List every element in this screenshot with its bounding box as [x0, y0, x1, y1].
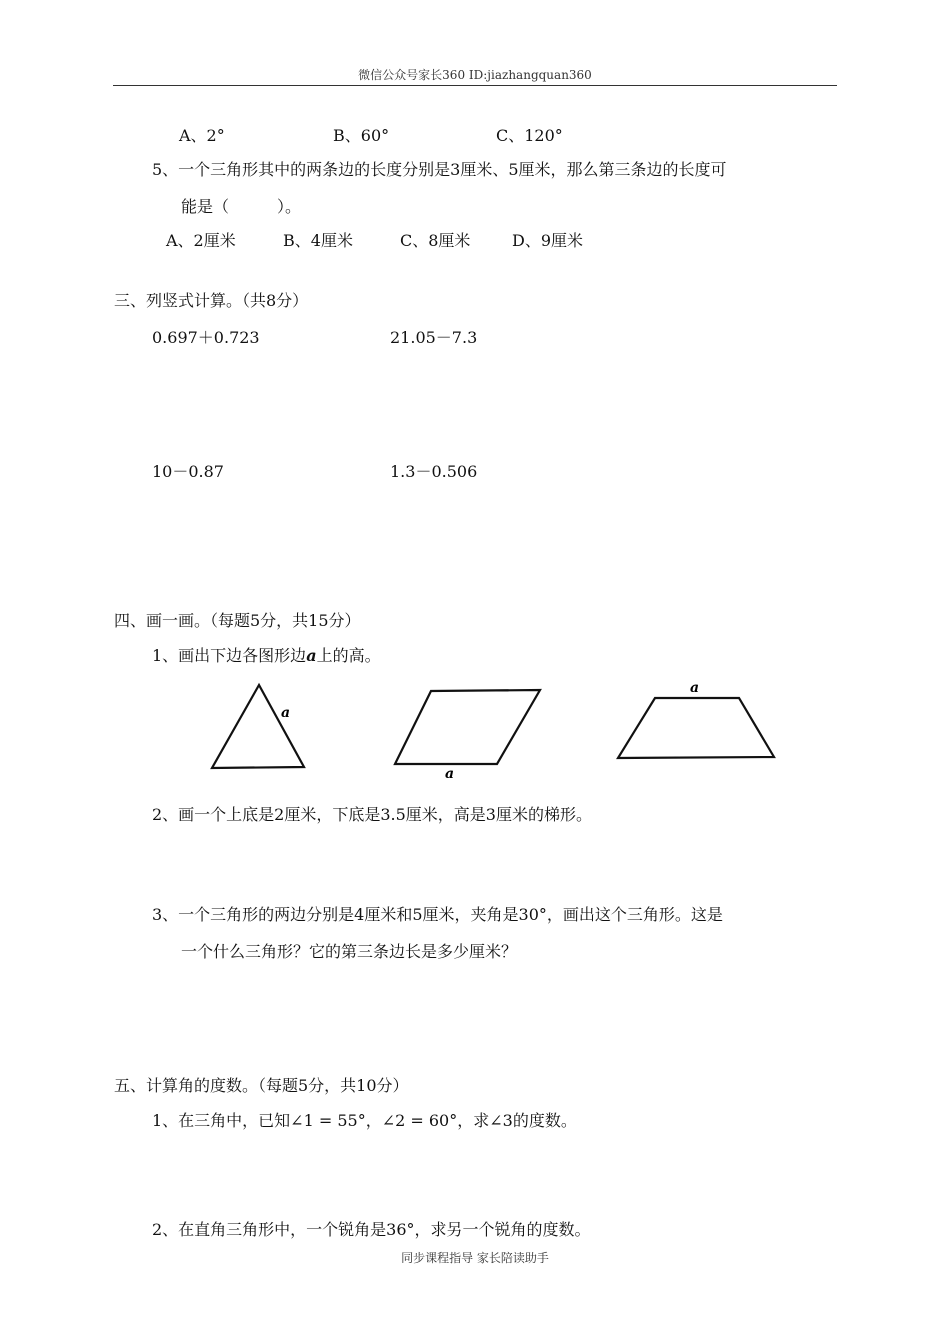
section5-q1: 1、在三角中，已知∠1 = 55°，∠2 = 60°，求∠3的度数。	[152, 1111, 577, 1130]
section4-q2: 2、画一个上底是2厘米，下底是3.5厘米，高是3厘米的梯形。	[152, 805, 592, 824]
page-header: 微信公众号家长360 ID:jiazhangquan360	[358, 68, 592, 82]
q5-option-b: B、4厘米	[283, 231, 353, 250]
q5-option-c: C、8厘米	[400, 231, 471, 250]
trapezoid-figure	[618, 680, 774, 758]
parallelogram-figure	[395, 690, 540, 782]
calc-problem-3: 10－0.87	[152, 462, 224, 481]
q5-text-line2: 能是（ ）。	[181, 197, 302, 216]
section4-title: 四、画一画。（每题5分，共15分）	[114, 611, 361, 630]
section3-title: 三、列竖式计算。（共8分）	[114, 291, 309, 310]
section4-q1-prefix: 1、画出下边各图形边	[152, 646, 307, 665]
section4-q1-var: a	[306, 646, 317, 665]
calc-problem-4: 1.3－0.506	[390, 462, 478, 481]
section4-q1-suffix: 上的高。	[316, 646, 381, 665]
q4-option-a: A、2°	[179, 126, 225, 145]
q5-option-d: D、9厘米	[512, 231, 584, 250]
trapezoid-side-label: a	[690, 680, 700, 696]
q5-text-line1: 5、一个三角形其中的两条边的长度分别是3厘米、5厘米，那么第三条边的长度可	[152, 160, 727, 179]
q4-option-c: C、120°	[496, 126, 563, 145]
q5-option-a: A、2厘米	[166, 231, 236, 250]
q4-option-b: B、60°	[333, 126, 390, 145]
calc-problem-1: 0.697＋0.723	[152, 328, 260, 347]
page-footer: 同步课程指导 家长陪读助手	[401, 1251, 549, 1265]
section5-title: 五、计算角的度数。（每题5分，共10分）	[114, 1076, 409, 1095]
triangle-side-label: a	[281, 705, 291, 721]
parallelogram-side-label: a	[445, 766, 455, 782]
section4-q3-line1: 3、一个三角形的两边分别是4厘米和5厘米，夹角是30°，画出这个三角形。这是	[152, 905, 723, 924]
calc-problem-2: 21.05－7.3	[390, 328, 478, 347]
section4-q3-line2: 一个什么三角形？它的第三条边长是多少厘米？	[181, 942, 518, 961]
section5-q2: 2、在直角三角形中，一个锐角是36°，求另一个锐角的度数。	[152, 1220, 591, 1239]
triangle-figure	[212, 685, 304, 768]
